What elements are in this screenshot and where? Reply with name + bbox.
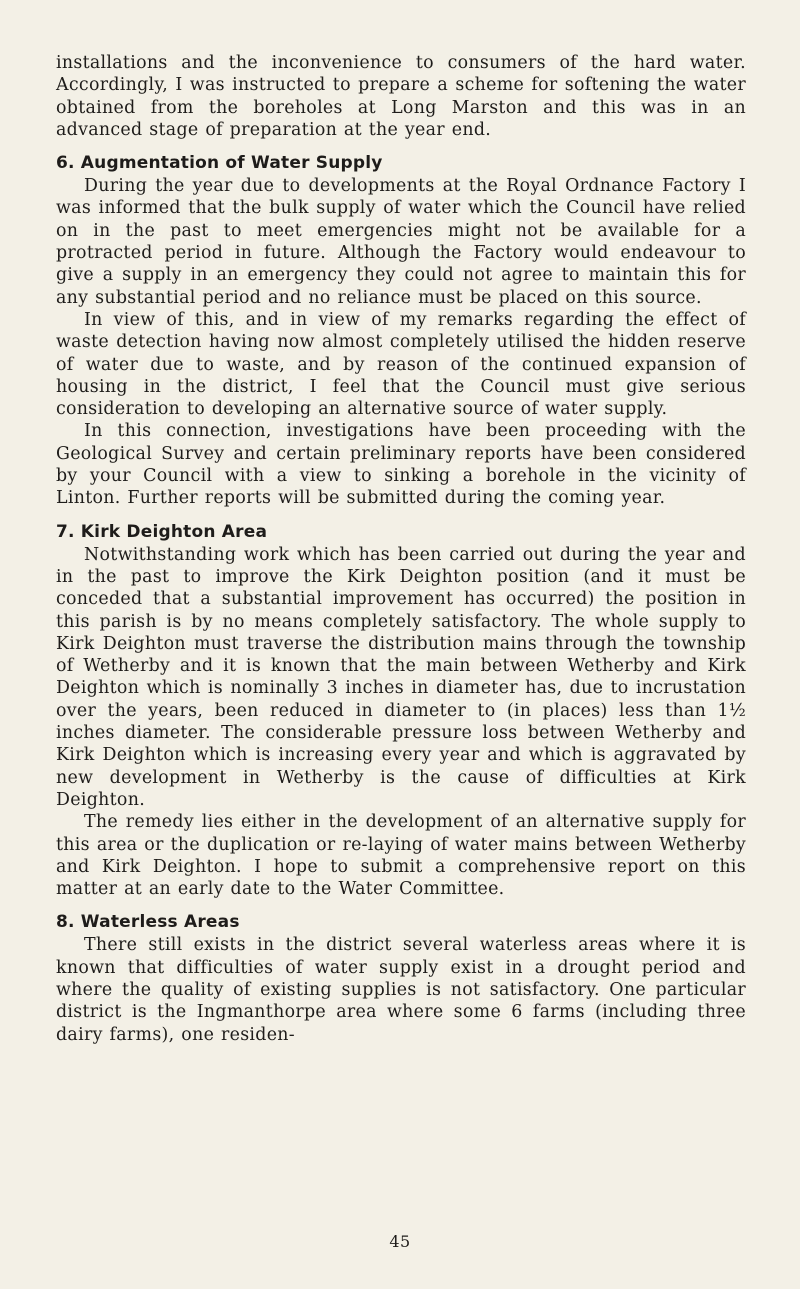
paragraph: In view of this, and in view of my remarks regarding the effect of waste detection having now almost completely utilised the hidden reserve of water due to waste, and by reason of the continued expansion of housing in the district, I feel that the Council must give serious consideration to developing an alternative source of water supply. — [56, 309, 746, 420]
section-augmentation-of-water-supply — [56, 152, 746, 509]
section-waterless-areas — [56, 911, 746, 1045]
paragraph: The remedy lies either in the development of an alternative supply for this area or the duplication or re-laying of water mains between Wetherby and Kirk Deighton. I hope to submit a comprehensive report on this matter at an early date to the Water Committee. — [56, 812, 746, 900]
intro-paragraph: installations and the inconvenience to consumers of the hard water. Accordingly, I was instructed to prepare a scheme for softening the water obtained from the boreholes at Long Marston and this was in an advanced stage of preparation at the year end. — [56, 53, 746, 140]
page-number: 45 — [389, 1232, 411, 1251]
paragraph: There still exists in the district several waterless areas where it is known that difficulties of water supply exist in a drought period and where the quality of existing supplies is not satisfactory. One particular district is the Ingmanthorpe area where some 6 farms (including three dairy farms), one residen- — [56, 935, 746, 1045]
section-kirk-deighton-area — [56, 521, 746, 901]
section-heading: 8. Waterless Areas — [56, 912, 240, 933]
paragraph: During the year due to developments at the Royal Ordnance Factory I was informed that the bulk supply of water which the Council have relied on in the past to meet emergencies might not be available for a protracted period in future. Although the Factory would endeavour to give a supply in an emergency they could not agree to maintain this for any substantial period and no reliance must be placed on this source. — [56, 176, 746, 308]
section-heading: 7. Kirk Deighton Area — [56, 521, 268, 542]
paragraph: Notwithstanding work which has been carried out during the year and in the past to improve the Kirk Deighton position (and it must be conceded that a substantial improvement has occurred) the position in this parish is by no means completely satisfactory. The whole supply to Kirk Deighton must traverse the distribution mains through the township of Wetherby and it is known that the main between Wetherby and Kirk Deighton which is nominally 3 inches in diameter has, due to incrustation over the years, been reduced in diameter to (in places) less than 1½ inches diameter. The considerable pressure loss between Wetherby and Kirk Deighton which is increasing every year and which is aggravated by new development in Wetherby is the cause of difficulties at Kirk Deighton. — [56, 544, 746, 810]
document-page — [56, 52, 746, 1046]
section-heading: 6. Augmentation of Water Supply — [56, 153, 383, 174]
paragraph: In this connection, investigations have been proceeding with the Geological Survey and certain preliminary reports have been considered by your Council with a view to sinking a borehole in the vicinity of Linton. Further reports will be submitted during the coming year. — [56, 421, 746, 509]
